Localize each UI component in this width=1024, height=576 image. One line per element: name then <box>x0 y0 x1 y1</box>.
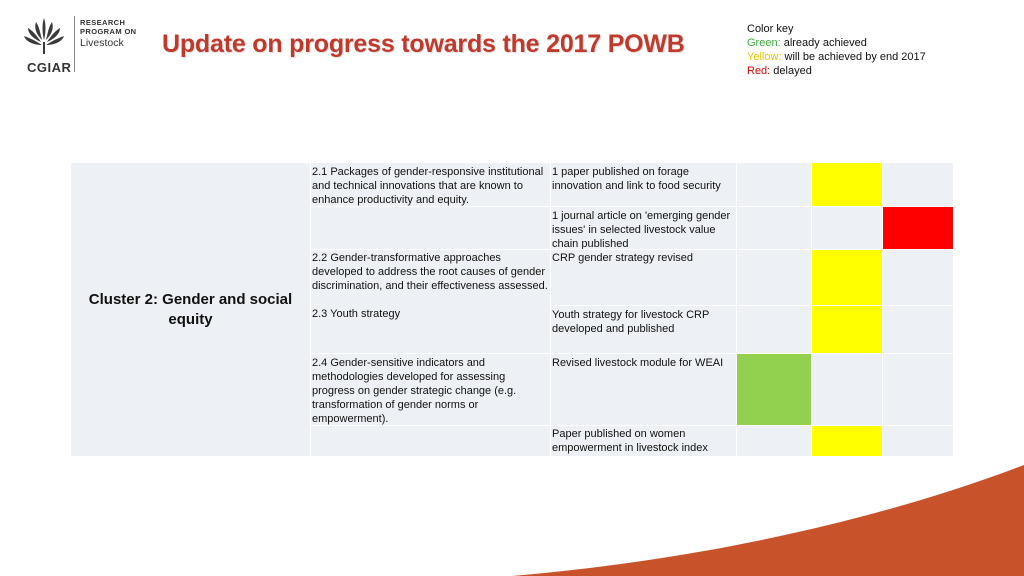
logo-text <box>80 18 137 50</box>
color-key-yellow-label: Yellow: <box>747 51 782 63</box>
progress-table <box>71 163 953 456</box>
logo-line-livestock: Livestock <box>80 37 124 49</box>
color-key-red <box>747 64 926 78</box>
outcome-cell: 2.2 Gender-transformative approaches developed to address the root causes of gender discrimination, and their effectiveness assessed. <box>312 252 548 292</box>
outcome-cell: 2.3 Youth strategy <box>312 308 401 320</box>
color-key-title: Color key <box>747 23 794 35</box>
color-key-red-label: Red: <box>747 65 771 77</box>
deliverable-cell: 1 journal article on 'emerging gender issues' in selected livestock value chain published <box>552 210 731 249</box>
logo-line-program: PROGRAM ON <box>80 27 137 36</box>
status-yellow <box>812 163 882 206</box>
grid-line <box>550 305 953 306</box>
outcome-cell <box>310 207 550 249</box>
logo-line-research: RESEARCH <box>80 18 126 27</box>
color-key-yellow-text: will be achieved by end 2017 <box>781 51 926 63</box>
logo-divider <box>74 16 75 72</box>
outcome-cell <box>310 425 550 456</box>
deliverable-cell: Paper published on women empowerment in livestock index <box>552 428 708 454</box>
color-key-green-text: already achieved <box>780 37 867 49</box>
outcome-cell: 2.4 Gender-sensitive indicators and methodologies developed for assessing progress on gender strategic change (e.g. transformation of gender norms or empowerment). <box>312 357 517 425</box>
cluster-label: Cluster 2: Gender and social equity <box>88 290 293 328</box>
status-red <box>883 207 953 249</box>
color-key-yellow <box>747 50 926 64</box>
color-key-green-label: Green: <box>747 37 781 49</box>
color-key <box>747 22 926 78</box>
logo-cgiar: CGIAR <box>27 60 72 75</box>
grid-line <box>310 249 953 250</box>
grid-line <box>310 206 953 207</box>
deliverable-cell: Youth strategy for livestock CRP developed and published <box>552 309 710 335</box>
status-yellow <box>812 250 882 305</box>
status-yellow <box>812 426 882 456</box>
wheat-ox-icon <box>18 14 72 58</box>
color-key-green <box>747 36 926 50</box>
status-yellow <box>812 306 882 353</box>
deliverable-cell: 1 paper published on forage innovation and link to food security <box>552 166 721 192</box>
cgiar-livestock-logo <box>18 14 144 76</box>
page-title: Update on progress towards the 2017 POWB <box>162 30 685 58</box>
outcome-cell: 2.1 Packages of gender-responsive institutional and technical innovations that are known to enhance productivity and equity. <box>312 166 544 206</box>
deliverable-cell: Revised livestock module for WEAI <box>552 357 724 369</box>
status-green <box>736 354 811 425</box>
color-key-red-text: delayed <box>770 65 812 77</box>
grid-line <box>310 353 953 354</box>
deliverable-cell: CRP gender strategy revised <box>552 252 694 264</box>
grid-line <box>310 425 953 426</box>
